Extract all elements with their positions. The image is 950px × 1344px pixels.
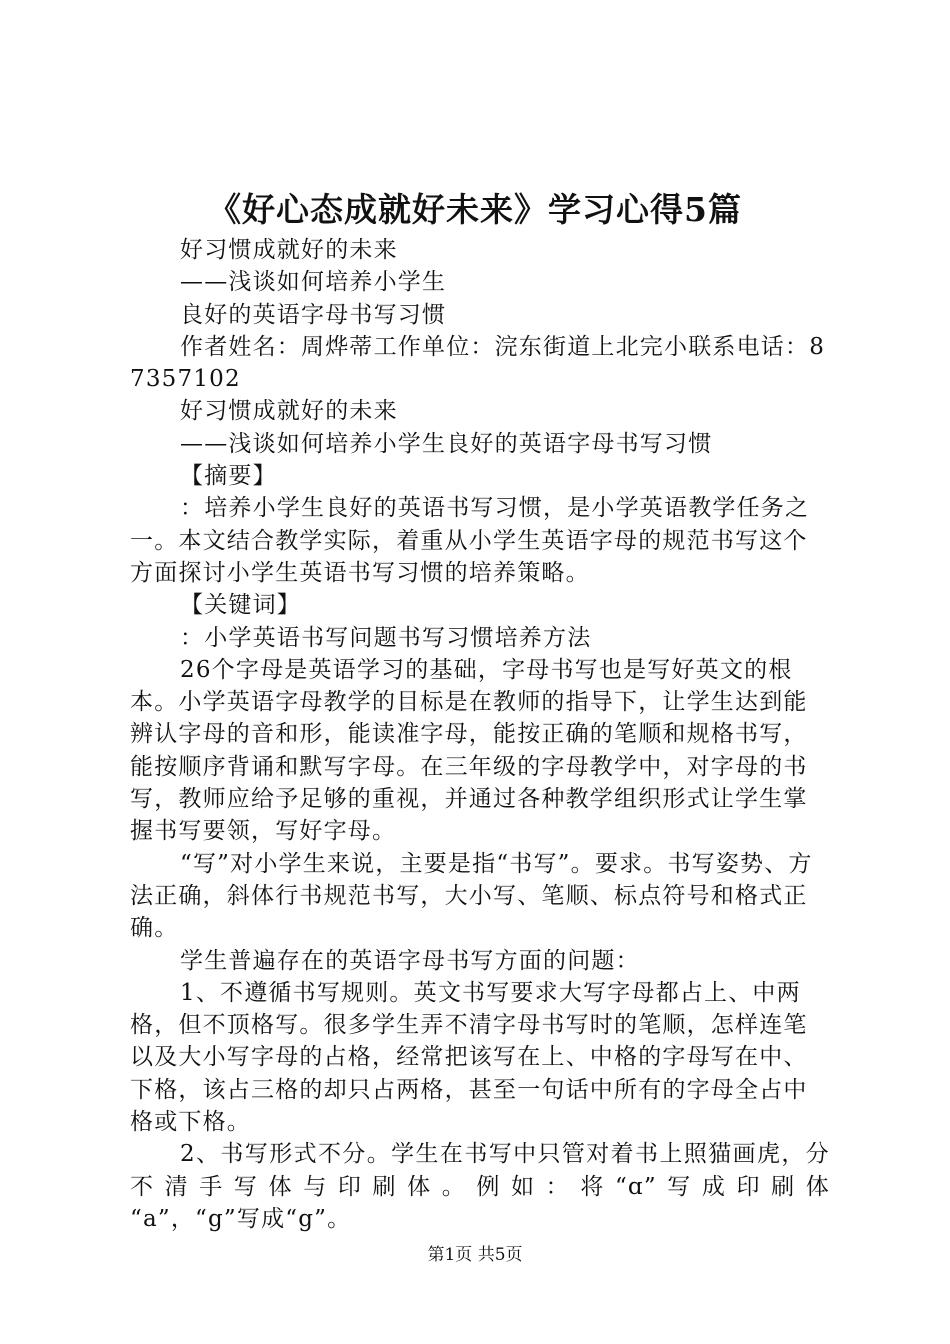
document-body (130, 234, 830, 1235)
paragraph-heading: 好习惯成就好的未来 (180, 398, 398, 425)
body-paragraph: 学生普遍存在的英语字母书写方面的问题： (180, 947, 640, 974)
keywords-text: ：小学英语书写问题书写习惯培养方法 (180, 624, 592, 651)
body-paragraph: 2、书写形式不分。学生在书写中只管对着书上照猫画虎，分不清手写体与印刷体。例如：将“ɑ”写成印刷体 (130, 1141, 830, 1200)
paragraph-author-info: 作者姓名：周烨蒂工作单位：浣东街道上北完小联系电话：87357102 (130, 333, 826, 393)
paragraph-heading-sub: ——浅谈如何培养小学生良好的英语字母书写习惯 (180, 430, 713, 457)
paragraph-subtitle-dash: ——浅谈如何培养小学生 (180, 269, 447, 296)
body-paragraph: “a”，“g”写成“g”。 (130, 1205, 352, 1232)
page-footer: 第1页 共5页 (427, 1245, 523, 1265)
paragraph-subtitle: 好习惯成就好的未来 (180, 237, 398, 263)
body-paragraph: 26个字母是英语学习的基础，字母书写也是写好英文的根本。小学英语字母教学的目标是在教师的指导下，让学生达到能辨认字母的音和形，能读准字母，能按正确的笔顺和规格书写，能按顺序背诵和默写字母。在三年级的字母教学中，对字母的书写，教师应给予足够的重视，并通过各种教学组织形式让学生掌握书写要领，写好字母。 (130, 656, 808, 845)
document-title: 《好心态成就好未来》学习心得5篇 (208, 190, 742, 229)
body-paragraph: 1、不遵循书写规则。英文书写要求大写字母都占上、中两格，但不顶格写。很多学生弄不清字母书写时的笔顺，怎样连笔以及大小写字母的占格，经常把该写在上、中格的字母写在中、下格，该占三格的却只占两格，甚至一句话中所有的字母全占中格或下格。 (130, 979, 808, 1136)
abstract-label: 【摘要】 (180, 463, 277, 490)
abstract-text: ：培养小学生良好的英语书写习惯，是小学英语教学任务之一。本文结合教学实际，着重从小学生英语字母的规范书写这个方面探讨小学生英语书写习惯的培养策略。 (130, 495, 810, 586)
keywords-label: 【关键词】 (180, 592, 301, 619)
body-paragraph: “写”对小学生来说，主要是指“书写”。要求。书写姿势、方法正确，斜体行书规范书写，大小写、笔顺、标点符号和格式正确。 (130, 850, 813, 942)
paragraph-subtitle-cont: 良好的英语字母书写习惯 (180, 301, 447, 328)
